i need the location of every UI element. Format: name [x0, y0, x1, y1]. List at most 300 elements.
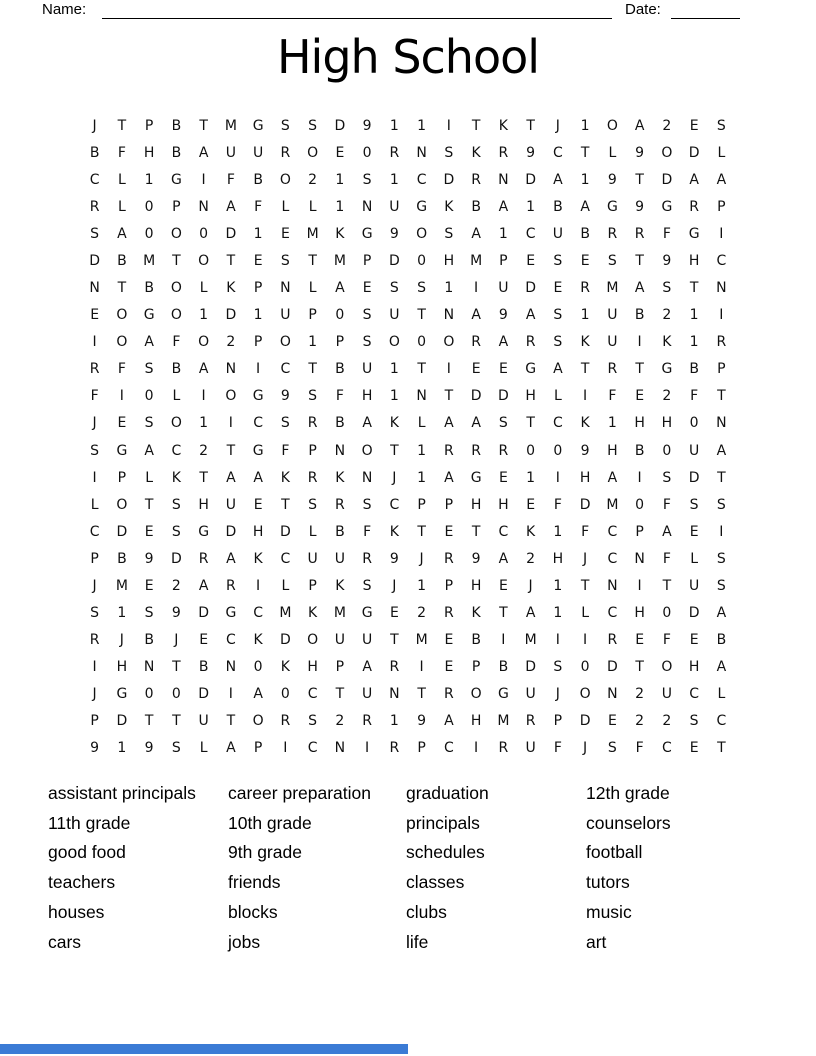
grid-letter: O	[443, 334, 455, 351]
grid-letter: P	[717, 198, 726, 215]
grid-letter: M	[524, 632, 537, 649]
grid-letter: 9	[662, 252, 672, 269]
grid-letter: R	[444, 550, 454, 567]
grid-letter: U	[362, 632, 373, 649]
grid-letter: D	[579, 713, 591, 730]
name-fill-line	[102, 18, 612, 19]
grid-letter: A	[716, 605, 727, 622]
grid-letter: 0	[580, 659, 590, 676]
grid-letter: I	[501, 632, 506, 649]
footer-bar	[0, 1044, 408, 1054]
grid-letter: J	[555, 117, 560, 134]
word-item: counselors	[586, 812, 671, 833]
grid-letter: E	[498, 577, 508, 594]
grid-letter: E	[498, 469, 508, 486]
grid-letter: J	[419, 550, 424, 567]
grid-letter: 9	[526, 144, 536, 161]
grid-letter: A	[471, 415, 481, 432]
grid-letter: 2	[417, 605, 427, 622]
grid-letter: D	[470, 388, 482, 405]
grid-letter: R	[226, 577, 236, 594]
grid-letter: C	[280, 361, 291, 378]
grid-letter: M	[415, 632, 428, 649]
grid-letter: R	[689, 198, 699, 215]
grid-letter: D	[89, 252, 101, 269]
grid-letter: T	[635, 361, 644, 378]
grid-letter: P	[335, 334, 345, 351]
grid-letter: D	[661, 171, 673, 188]
grid-letter: F	[662, 225, 671, 242]
grid-letter: U	[389, 198, 400, 215]
grid-letter: H	[443, 252, 455, 269]
grid-letter: S	[280, 252, 290, 269]
grid-letter: L	[199, 280, 208, 297]
grid-letter: A	[198, 577, 209, 594]
grid-letter: F	[662, 550, 671, 567]
grid-letter: 1	[417, 577, 427, 594]
grid-letter: 9	[498, 307, 508, 324]
word-item: friends	[228, 872, 281, 893]
grid-letter: 1	[335, 198, 345, 215]
grid-letter: 0	[144, 198, 154, 215]
grid-letter: T	[390, 632, 399, 649]
grid-letter: K	[389, 415, 399, 432]
grid-letter: U	[689, 442, 700, 459]
grid-letter: I	[555, 469, 560, 486]
grid-letter: A	[444, 469, 454, 486]
grid-letter: E	[199, 632, 209, 649]
grid-letter: K	[335, 225, 345, 242]
grid-letter: E	[144, 577, 154, 594]
grid-letter: M	[224, 117, 237, 134]
grid-letter: G	[252, 442, 264, 459]
grid-letter: S	[689, 496, 699, 513]
grid-letter: N	[361, 198, 373, 215]
grid-letter: F	[117, 144, 126, 161]
grid-letter: G	[116, 442, 128, 459]
grid-letter: 2	[662, 713, 672, 730]
grid-letter: F	[553, 496, 562, 513]
grid-letter: F	[117, 361, 126, 378]
grid-letter: O	[198, 334, 210, 351]
grid-letter: B	[498, 659, 509, 676]
grid-letter: C	[225, 632, 236, 649]
grid-letter: 9	[417, 713, 427, 730]
grid-letter: A	[498, 550, 509, 567]
grid-letter: N	[634, 550, 645, 567]
grid-letter: P	[417, 740, 426, 757]
grid-letter: R	[525, 334, 536, 351]
grid-letter: O	[170, 225, 182, 242]
grid-letter: U	[607, 334, 618, 351]
grid-letter: I	[637, 469, 642, 486]
grid-letter: 2	[226, 334, 236, 351]
grid-letter: B	[117, 252, 127, 269]
grid-letter: 9	[607, 171, 617, 188]
word-item: classes	[406, 872, 465, 893]
grid-letter: E	[526, 496, 536, 513]
grid-letter: 1	[117, 605, 127, 622]
grid-letter: T	[308, 361, 317, 378]
grid-letter: O	[116, 334, 128, 351]
grid-letter: T	[199, 469, 208, 486]
grid-letter: 0	[526, 442, 536, 459]
grid-letter: P	[444, 496, 454, 513]
grid-letter: F	[581, 523, 590, 540]
grid-letter: D	[279, 632, 291, 649]
grid-letter: 1	[144, 171, 154, 188]
word-item: jobs	[228, 931, 261, 952]
grid-letter: N	[389, 686, 400, 703]
grid-letter: I	[419, 659, 424, 676]
grid-letter: N	[498, 171, 509, 188]
grid-letter: G	[525, 361, 537, 378]
grid-letter: M	[470, 252, 483, 269]
grid-letter: 0	[144, 225, 154, 242]
grid-letter: L	[581, 605, 590, 622]
grid-letter: H	[252, 523, 264, 540]
grid-letter: O	[470, 686, 482, 703]
grid-letter: K	[280, 659, 290, 676]
grid-letter: R	[607, 361, 618, 378]
grid-letter: B	[553, 198, 563, 215]
grid-letter: D	[116, 523, 128, 540]
grid-letter: E	[498, 361, 508, 378]
grid-letter: C	[552, 415, 563, 432]
grid-letter: L	[690, 550, 699, 567]
grid-letter: R	[280, 713, 291, 730]
grid-letter: I	[365, 740, 370, 757]
grid-letter: 2	[526, 550, 536, 567]
grid-letter: B	[171, 361, 182, 378]
grid-letter: A	[253, 686, 263, 703]
grid-letter: 1	[607, 415, 617, 432]
grid-letter: J	[92, 415, 97, 432]
grid-letter: C	[607, 550, 618, 567]
grid-letter: H	[607, 442, 618, 459]
grid-letter: I	[719, 307, 724, 324]
grid-letter: T	[144, 496, 154, 513]
grid-letter: 0	[199, 225, 209, 242]
grid-letter: B	[89, 144, 100, 161]
grid-letter: P	[362, 252, 372, 269]
word-item: 9th grade	[228, 842, 302, 863]
grid-letter: R	[307, 469, 318, 486]
grid-letter: C	[307, 740, 318, 757]
grid-letter: S	[553, 307, 563, 324]
grid-letter: C	[253, 605, 264, 622]
grid-letter: I	[283, 740, 288, 757]
grid-letter: N	[334, 442, 346, 459]
grid-letter: B	[471, 198, 481, 215]
grid-letter: R	[362, 550, 372, 567]
grid-letter: H	[688, 252, 700, 269]
grid-letter: 9	[580, 442, 590, 459]
grid-letter: R	[471, 442, 481, 459]
grid-letter: 1	[199, 307, 209, 324]
grid-letter: M	[306, 225, 319, 242]
grid-letter: O	[307, 632, 319, 649]
grid-letter: E	[471, 361, 481, 378]
grid-letter: 9	[362, 117, 372, 134]
grid-letter: 1	[117, 740, 127, 757]
grid-letter: O	[116, 307, 128, 324]
grid-letter: H	[498, 496, 509, 513]
word-item: cars	[48, 931, 82, 952]
grid-letter: S	[362, 307, 372, 324]
grid-letter: D	[688, 469, 700, 486]
grid-letter: F	[254, 198, 263, 215]
grid-letter: K	[226, 280, 236, 297]
grid-letter: J	[92, 577, 97, 594]
grid-letter: O	[661, 144, 673, 161]
grid-letter: A	[634, 280, 645, 297]
grid-letter: E	[689, 117, 699, 134]
grid-letter: S	[689, 713, 699, 730]
grid-letter: I	[446, 117, 451, 134]
grid-letter: G	[661, 361, 673, 378]
grid-letter: U	[362, 686, 373, 703]
grid-letter: C	[607, 605, 618, 622]
grid-letter: F	[690, 388, 699, 405]
grid-letter: S	[144, 415, 154, 432]
grid-letter: P	[90, 550, 99, 567]
grid-letter: A	[253, 469, 263, 486]
grid-letter: C	[443, 740, 454, 757]
grid-letter: I	[256, 361, 261, 378]
grid-letter: P	[172, 198, 181, 215]
grid-letter: S	[280, 415, 290, 432]
grid-letter: A	[553, 171, 563, 188]
grid-letter: T	[635, 171, 644, 188]
grid-letter: S	[90, 442, 100, 459]
grid-letter: I	[92, 334, 97, 351]
grid-letter: S	[90, 225, 100, 242]
grid-letter: L	[308, 523, 317, 540]
grid-letter: A	[580, 198, 590, 215]
grid-letter: D	[225, 307, 237, 324]
grid-letter: T	[471, 117, 481, 134]
grid-letter: E	[444, 523, 454, 540]
grid-letter: U	[525, 740, 536, 757]
grid-letter: I	[119, 388, 124, 405]
grid-letter: 2	[308, 171, 318, 188]
grid-letter: N	[416, 388, 427, 405]
grid-letter: A	[498, 198, 509, 215]
grid-letter: 1	[389, 117, 399, 134]
grid-letter: R	[444, 686, 454, 703]
grid-letter: A	[471, 307, 481, 324]
grid-letter: D	[225, 225, 237, 242]
grid-letter: B	[144, 632, 154, 649]
grid-letter: E	[635, 632, 645, 649]
grid-letter: U	[607, 307, 618, 324]
grid-letter: 0	[662, 442, 672, 459]
grid-letter: N	[361, 469, 373, 486]
grid-letter: O	[116, 496, 128, 513]
grid-letter: H	[661, 415, 673, 432]
grid-letter: P	[499, 252, 508, 269]
grid-letter: R	[607, 632, 618, 649]
grid-letter: B	[144, 280, 154, 297]
grid-letter: G	[606, 198, 618, 215]
grid-letter: D	[198, 686, 210, 703]
grid-letter: S	[662, 280, 672, 297]
grid-letter: P	[308, 307, 317, 324]
grid-letter: 1	[335, 171, 345, 188]
grid-letter: G	[170, 171, 182, 188]
grid-letter: G	[361, 605, 373, 622]
grid-letter: T	[635, 252, 644, 269]
word-item: football	[586, 842, 643, 863]
grid-letter: T	[417, 361, 426, 378]
grid-letter: G	[225, 605, 237, 622]
grid-letter: U	[225, 496, 236, 513]
grid-letter: G	[116, 686, 128, 703]
grid-letter: M	[606, 280, 619, 297]
word-item: 12th grade	[586, 783, 670, 803]
grid-letter: 1	[389, 713, 399, 730]
grid-letter: S	[308, 117, 318, 134]
grid-letter: M	[606, 496, 619, 513]
grid-letter: R	[634, 225, 645, 242]
grid-letter: O	[279, 334, 291, 351]
grid-letter: 2	[335, 713, 345, 730]
grid-letter: T	[499, 605, 508, 622]
grid-letter: S	[607, 252, 617, 269]
grid-letter: I	[583, 632, 588, 649]
word-item: good food	[48, 842, 126, 863]
grid-letter: L	[417, 415, 426, 432]
grid-letter: J	[583, 550, 588, 567]
grid-letter: S	[607, 740, 617, 757]
grid-letter: G	[143, 307, 155, 324]
word-list-column	[586, 779, 671, 957]
grid-letter: D	[525, 171, 537, 188]
grid-letter: G	[361, 225, 373, 242]
grid-letter: R	[471, 334, 481, 351]
word-item: 11th grade	[48, 812, 131, 833]
grid-letter: 0	[144, 686, 154, 703]
grid-letter: A	[689, 171, 699, 188]
grid-letter: A	[498, 334, 509, 351]
grid-letter: P	[444, 577, 454, 594]
grid-letter: J	[583, 740, 588, 757]
grid-letter: 1	[553, 577, 563, 594]
grid-letter: S	[171, 496, 181, 513]
grid-letter: N	[225, 361, 237, 378]
grid-letter: U	[661, 686, 672, 703]
grid-letter: O	[279, 171, 291, 188]
grid-letter: S	[308, 496, 318, 513]
grid-letter: 9	[171, 605, 181, 622]
grid-letter: 0	[144, 388, 154, 405]
grid-letter: N	[89, 280, 100, 297]
grid-letter: E	[526, 252, 536, 269]
grid-letter: G	[416, 198, 428, 215]
grid-letter: C	[307, 686, 318, 703]
grid-letter: G	[661, 198, 673, 215]
grid-letter: H	[361, 388, 373, 405]
grid-letter: O	[579, 686, 591, 703]
grid-letter: R	[89, 361, 100, 378]
grid-letter: 9	[389, 550, 399, 567]
grid-letter: F	[635, 740, 644, 757]
grid-letter: B	[335, 361, 345, 378]
grid-letter: R	[498, 740, 509, 757]
grid-letter: T	[580, 144, 590, 161]
grid-letter: U	[307, 550, 318, 567]
grid-letter: 9	[144, 550, 154, 567]
grid-letter: D	[443, 171, 455, 188]
grid-letter: B	[253, 171, 263, 188]
grid-letter: S	[498, 415, 508, 432]
grid-letter: 1	[580, 117, 590, 134]
word-item: graduation	[406, 783, 489, 803]
grid-letter: 1	[253, 307, 263, 324]
grid-letter: T	[717, 740, 726, 757]
grid-letter: 1	[389, 388, 399, 405]
grid-letter: 0	[553, 442, 563, 459]
grid-letter: P	[553, 713, 563, 730]
grid-letter: 0	[417, 252, 427, 269]
grid-letter: I	[719, 523, 724, 540]
grid-letter: C	[661, 740, 672, 757]
grid-letter: K	[662, 334, 672, 351]
grid-letter: 1	[199, 415, 209, 432]
grid-letter: S	[362, 496, 372, 513]
grid-letter: S	[171, 523, 181, 540]
grid-letter: P	[635, 523, 644, 540]
grid-letter: T	[117, 117, 127, 134]
grid-letter: B	[198, 659, 209, 676]
grid-letter: T	[335, 686, 345, 703]
grid-letter: 1	[417, 442, 427, 459]
grid-letter: 1	[444, 280, 454, 297]
grid-letter: A	[716, 442, 727, 459]
grid-letter: E	[117, 415, 127, 432]
grid-letter: 0	[335, 307, 345, 324]
grid-letter: C	[416, 171, 427, 188]
grid-letter: U	[198, 713, 209, 730]
grid-letter: C	[689, 686, 700, 703]
grid-letter: 2	[199, 442, 209, 459]
grid-letter: O	[307, 144, 319, 161]
grid-letter: G	[470, 469, 482, 486]
grid-letter: P	[308, 577, 317, 594]
grid-letter: M	[115, 577, 128, 594]
grid-letter: D	[525, 659, 537, 676]
grid-letter: L	[281, 198, 290, 215]
grid-letter: B	[689, 361, 699, 378]
grid-letter: A	[226, 550, 236, 567]
grid-letter: D	[116, 713, 128, 730]
grid-letter: E	[635, 388, 645, 405]
grid-letter: A	[144, 334, 154, 351]
grid-letter: K	[335, 577, 345, 594]
grid-letter: K	[171, 469, 181, 486]
grid-letter: T	[662, 577, 672, 594]
grid-letter: K	[580, 415, 590, 432]
grid-letter: 0	[362, 144, 372, 161]
grid-letter: E	[362, 280, 372, 297]
grid-letter: I	[256, 577, 261, 594]
grid-letter: I	[92, 659, 97, 676]
grid-letter: N	[143, 659, 155, 676]
grid-letter: N	[280, 280, 291, 297]
grid-letter: R	[498, 144, 509, 161]
grid-letter: T	[635, 659, 644, 676]
